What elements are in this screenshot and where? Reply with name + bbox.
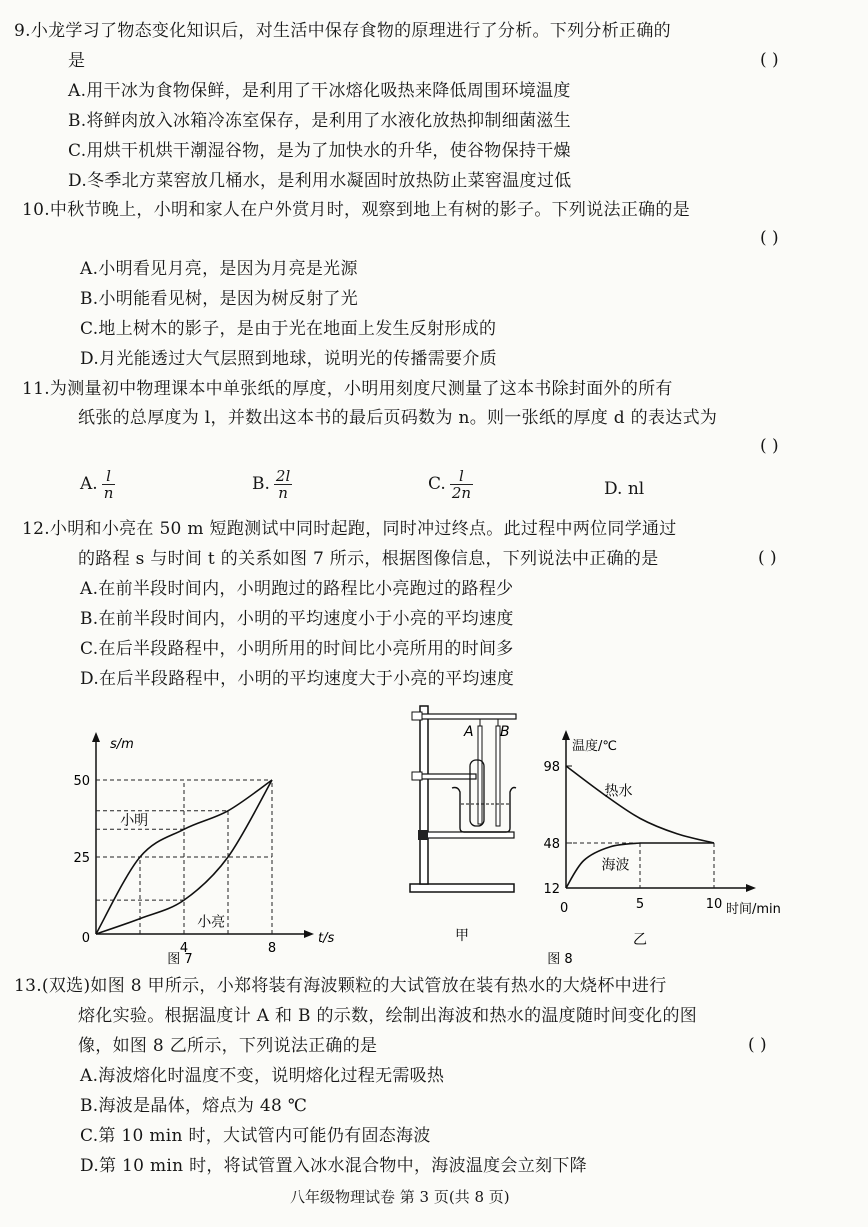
q11-option-c-label: C.: [428, 474, 446, 494]
fig8-y-axis-arrow: [562, 730, 570, 740]
q9-stem-line1: 9.小龙学习了物态变化知识后，对生活中保存食物的原理进行了分析。下列分析正确的: [14, 21, 671, 41]
fig8-ytick-12: 12: [543, 882, 560, 897]
q13-answer-paren[interactable]: ( ): [748, 1035, 767, 1055]
q11-option-a-denominator: n: [103, 484, 114, 502]
q11-option-a-fraction: [102, 468, 116, 501]
q10-option-b: B.小明能看见树，是因为树反射了光: [80, 289, 358, 309]
figure-8-yi-label: 乙: [633, 932, 647, 948]
fig8-ylabel: 温度/℃: [572, 739, 617, 754]
q9-option-c: C.用烘干机烘干潮湿谷物，是为了加快水的升华，使谷物保持干燥: [68, 141, 571, 161]
stand-base: [410, 884, 514, 892]
page-footer: 八年级物理试卷 第 3 页(共 8 页): [290, 1188, 510, 1206]
q12-option-b: B.在前半段时间内，小明的平均速度小于小亮的平均速度: [80, 609, 514, 629]
q11-answer-paren[interactable]: ( ): [760, 436, 779, 456]
q12-option-a: A.在前半段时间内，小明跑过的路程比小亮跑过的路程少: [80, 579, 514, 599]
middle-clamp-arm: [420, 774, 476, 779]
thermometer-a: [478, 726, 482, 824]
fig7-y-axis-arrow: [92, 732, 100, 742]
q13-stem-line2: 熔化实验。根据温度计 A 和 B 的示数，绘制出海波和热水的温度随时间变化的图: [78, 1006, 698, 1026]
q11-option-c-numerator: l: [450, 468, 473, 485]
fig7-xtick-8: 8: [267, 941, 277, 956]
q13-option-b: B.海波是晶体，熔点为 48 ℃: [80, 1096, 308, 1116]
q9-option-b: B.将鲜肉放入冰箱冷冻室保存，是利用了水液化放热抑制细菌滋生: [68, 111, 571, 131]
figure-8-caption: 图 8: [547, 952, 573, 967]
fig7-ytick-25: 25: [73, 851, 90, 866]
q9-option-d: D.冬季北方菜窖放几桶水，是利用水凝固时放热防止菜窖温度过低: [68, 171, 572, 191]
q11-option-d: D. nl: [604, 479, 645, 499]
figure-8-temperature-chart: [530, 728, 830, 968]
q13-stem-line1: 13.(双选)如图 8 甲所示，小郑将装有海波颗粒的大试管放在装有热水的大烧杯中进行: [14, 976, 667, 996]
q9-option-a: A.用干冰为食物保鲜，是利用了干冰熔化吸热来降低周围环境温度: [68, 81, 571, 101]
fig8-x-axis-arrow: [746, 884, 756, 892]
q12-stem-line2: 的路程 s 与时间 t 的关系如图 7 所示，根据图像信息，下列说法中正确的是: [78, 549, 659, 569]
fig8-xtick-5: 5: [635, 897, 645, 912]
q11-option-a-label: A.: [80, 474, 98, 494]
q10-option-d: D.月光能透过大气层照到地球，说明光的传播需要介质: [80, 349, 497, 369]
fig8-xtick-10: 10: [705, 897, 723, 912]
q11-stem-line1: 11.为测量初中物理课本中单张纸的厚度，小明用刻度尺测量了这本书除封面外的所有: [22, 379, 673, 399]
label-b: B: [500, 724, 510, 740]
q12-answer-paren[interactable]: ( ): [758, 548, 777, 568]
stand-rod: [420, 706, 428, 884]
fig8-series-label-hot-water: 热水: [604, 783, 633, 800]
fig7-xtick-4: 4: [179, 941, 189, 956]
q13-option-a: A.海波熔化时温度不变，说明熔化过程无需吸热: [80, 1066, 445, 1086]
ring-support: [420, 832, 514, 838]
ring-clamp: [418, 830, 428, 840]
q10-option-c: C.地上树木的影子，是由于光在地面上发生反射形成的: [80, 319, 497, 339]
q11-option-a: [80, 468, 115, 501]
fig8-ytick-98: 98: [543, 760, 560, 775]
fig7-ylabel: s/m: [110, 737, 134, 752]
fig7-series-label-xiaoliang: 小亮: [197, 914, 226, 931]
q13-option-d: D.第 10 min 时，将试管置入冰水混合物中，海波温度会立刻下降: [80, 1156, 587, 1176]
q11-stem-line2: 纸张的总厚度为 l，并数出这本书的最后页码数为 n。则一张纸的厚度 d 的表达式为: [78, 408, 718, 428]
q11-option-a-numerator: l: [102, 468, 116, 485]
q12-option-c: C.在后半段路程中，小明所用的时间比小亮所用的时间多: [80, 639, 514, 659]
q10-answer-paren[interactable]: ( ): [760, 228, 779, 248]
upper-clamp-knob: [412, 712, 422, 720]
figure-8-jia-label: 甲: [455, 928, 469, 944]
q11-option-b-numerator: 2l: [275, 467, 291, 485]
q11-option-b-denominator: n: [278, 484, 288, 502]
fig8-origin-label: 0: [560, 901, 569, 916]
q11-option-b: [252, 468, 292, 501]
q11-option-b-fraction: [274, 468, 292, 501]
fig7-x-axis-arrow: [304, 930, 314, 938]
fig8-xlabel: 时间/min: [726, 902, 781, 917]
fig7-series-label-xiaoming: 小明: [120, 812, 149, 829]
figure-8-apparatus: [398, 700, 528, 950]
q12-option-d: D.在后半段路程中，小明的平均速度大于小亮的平均速度: [80, 669, 515, 689]
fig8-series-hot-water: [566, 766, 714, 843]
q9-answer-paren[interactable]: ( ): [760, 50, 779, 70]
q13-option-c: C.第 10 min 时，大试管内可能仍有固态海波: [80, 1126, 431, 1146]
fig8-series-label-haibo: 海波: [601, 857, 630, 874]
fig7-origin-label: 0: [81, 931, 90, 946]
q11-option-b-label: B.: [252, 474, 270, 494]
fig8-ytick-48: 48: [543, 837, 560, 852]
q10-stem-line1: 10.中秋节晚上，小明和家人在户外赏月时，观察到地上有树的影子。下列说法正确的是: [22, 200, 691, 220]
q13-stem-line3: 像，如图 8 乙所示，下列说法正确的是: [78, 1036, 378, 1056]
fig7-ytick-50: 50: [73, 774, 90, 789]
q11-option-c-denominator: 2n: [451, 484, 472, 502]
q10-option-a: A.小明看见月亮，是因为月亮是光源: [80, 259, 358, 279]
middle-clamp-knob: [412, 772, 422, 780]
fig7-xlabel: t/s: [318, 931, 335, 946]
q12-stem-line1: 12.小明和小亮在 50 m 短跑测试中同时起跑，同时冲过终点。此过程中两位同学通过: [22, 519, 677, 539]
q11-option-c-fraction: [450, 468, 473, 501]
fig7-caption: 图 7: [167, 952, 193, 967]
label-a: A: [464, 724, 474, 740]
thermometer-b: [496, 726, 500, 826]
upper-clamp-arm: [420, 714, 516, 719]
figure-7-chart: [60, 728, 350, 968]
q11-option-c: [428, 468, 473, 501]
q9-stem-line2: 是: [68, 51, 86, 71]
